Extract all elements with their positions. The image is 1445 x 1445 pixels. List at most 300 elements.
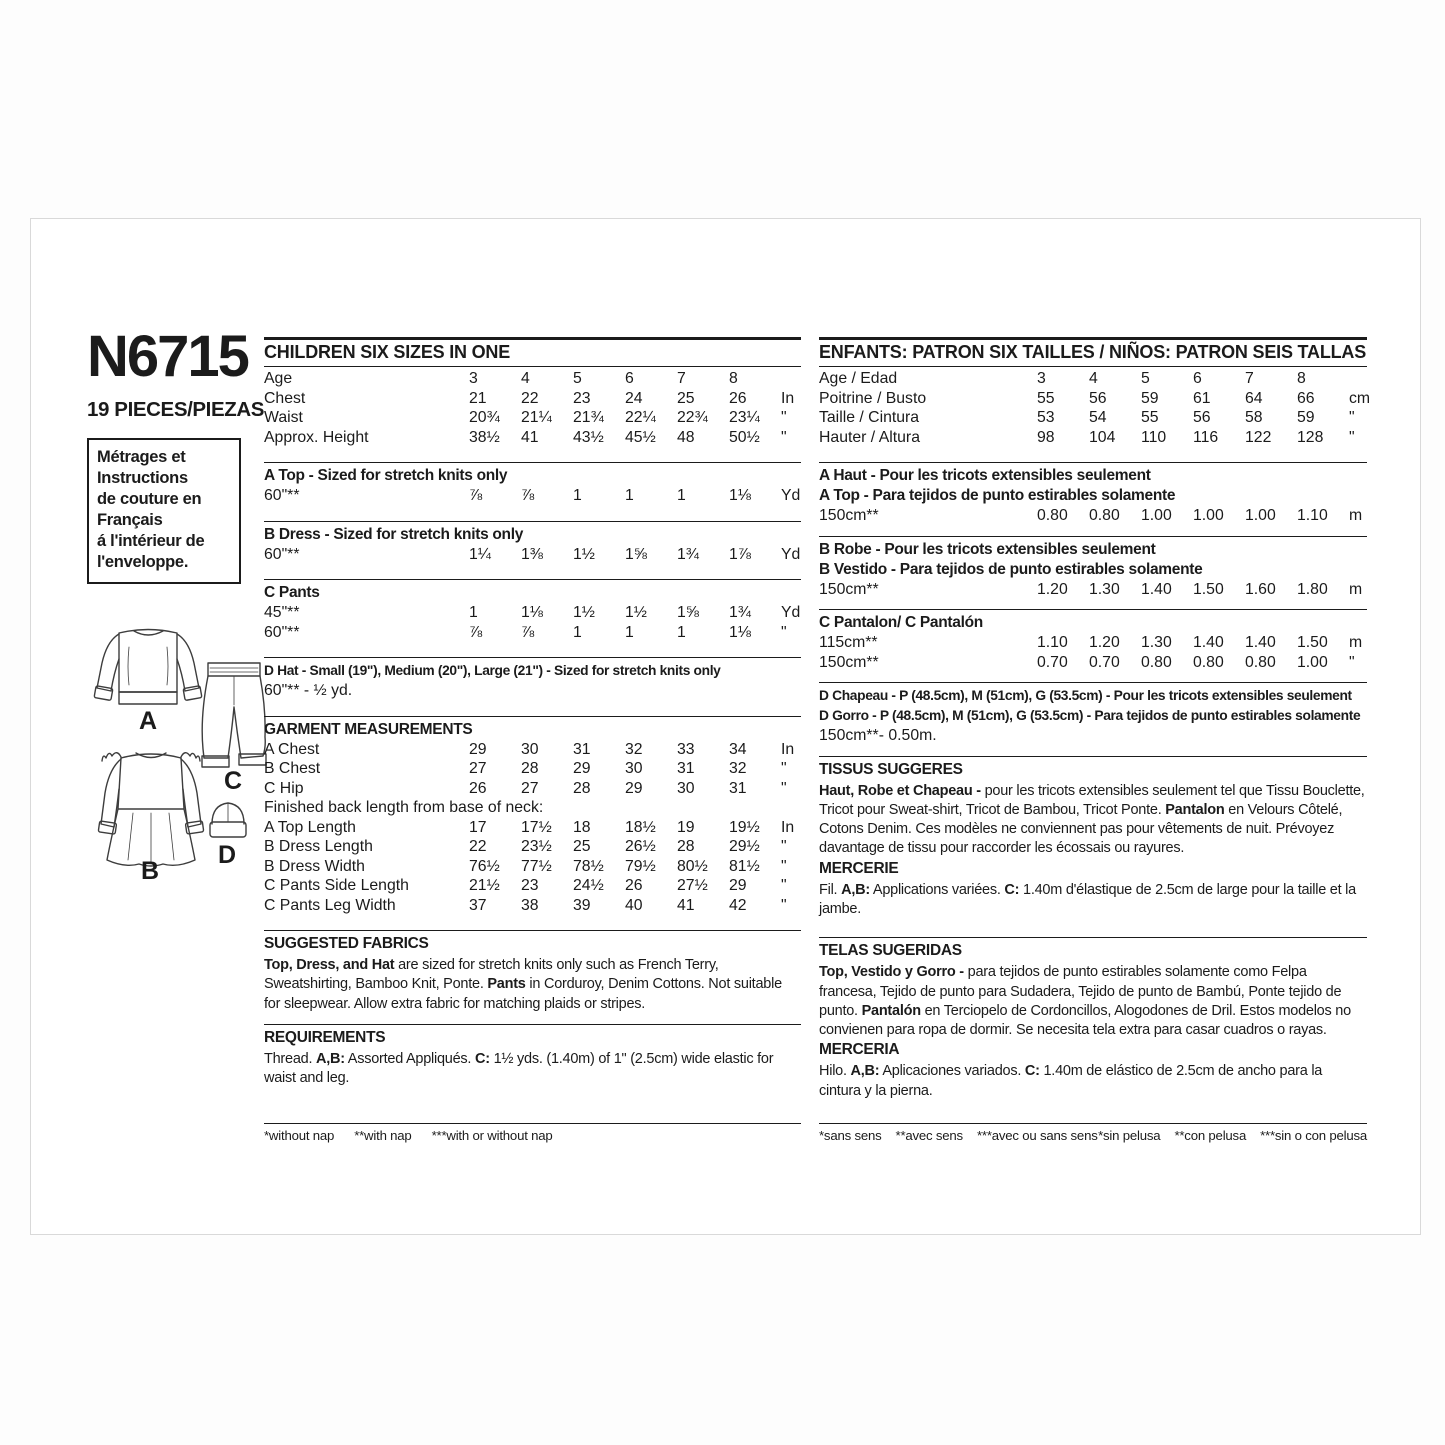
row-label: C Pants Leg Width <box>264 896 396 914</box>
body-measurements-en <box>264 367 801 462</box>
footnote: *sans sens <box>819 1128 882 1143</box>
size-cell: 50½ <box>729 428 760 446</box>
merceria-text: Hilo. <box>819 1063 851 1080</box>
suggested-fabrics-en <box>264 930 801 1024</box>
footnote: ***sin o con pelusa <box>1260 1128 1367 1143</box>
tissus-text: pour les tricots extensibles seulement tel que Tissu Bouclette, Tricot pour Sweat-shirt, Tricot de Bambou, Tricot Ponte. <box>819 782 1365 818</box>
french-spanish-column <box>819 337 1371 1169</box>
size-cell: 27 <box>521 779 539 797</box>
garment-b-illustration <box>98 753 204 885</box>
size-cell: 1¼ <box>469 545 491 563</box>
section-title: MERCERIA <box>819 1041 900 1059</box>
section-title: MERCERIE <box>819 859 899 877</box>
mercerie-bold: C: <box>1004 881 1020 898</box>
size-cell: 29 <box>729 877 747 894</box>
size-cell: 1 <box>625 487 634 504</box>
tissus-mercerie <box>819 756 1367 930</box>
row-label: C Hip <box>264 779 304 797</box>
size-cell: 29½ <box>729 838 760 855</box>
size-cell: 1.00 <box>1141 507 1172 524</box>
size-cell: 3 <box>469 370 478 387</box>
size-cell: 1.10 <box>1297 507 1328 524</box>
table-row <box>264 818 801 838</box>
size-cell: 78½ <box>573 857 604 875</box>
table-row <box>264 876 801 896</box>
pants-yardage-fr-es <box>819 609 1367 682</box>
size-cell: 25 <box>677 389 695 407</box>
garment-b-label: B <box>141 857 160 885</box>
section-title-fr: B Robe - Pour les tricots extensibles seulement <box>819 540 1156 558</box>
row-label: 60"** <box>264 623 300 641</box>
size-cell: 1⅝ <box>677 604 699 621</box>
size-cell: 0.80 <box>1245 653 1276 671</box>
size-cell: 1⅛ <box>729 623 751 641</box>
pattern-number: N6715 <box>87 324 248 389</box>
row-label: 150cm** <box>819 653 879 671</box>
brand-block <box>87 324 272 584</box>
row-label: 60"** <box>264 545 300 563</box>
size-cell: 30 <box>521 740 539 758</box>
size-cell: 1 <box>573 623 582 641</box>
size-cell: 23 <box>521 877 539 894</box>
size-cell: 110 <box>1141 428 1167 446</box>
dress-yardage-en <box>264 521 801 580</box>
unit-cell: " <box>1349 428 1355 446</box>
section-title: GARMENT MEASUREMENTS <box>264 720 473 738</box>
row-label: 115cm** <box>819 634 878 651</box>
size-cell: 26½ <box>625 838 656 855</box>
size-cell: 19½ <box>729 818 760 836</box>
size-cell: 7 <box>677 370 686 387</box>
size-cell: 23½ <box>521 838 552 855</box>
size-cell: 0.80 <box>1037 507 1068 524</box>
telas-bold: Top, Vestido y Gorro - <box>819 964 964 981</box>
unit-cell: Yd <box>781 487 801 504</box>
size-cell: 1½ <box>625 604 647 621</box>
table-row <box>264 369 801 389</box>
body-measurements-fr-es <box>819 367 1371 462</box>
row-label: Waist <box>264 409 303 426</box>
size-cell: 23¼ <box>729 409 760 426</box>
size-cell: 39 <box>573 896 591 914</box>
row-label: B Dress Width <box>264 857 365 875</box>
garment-d-illustration <box>210 803 246 869</box>
section-title: B Dress - Sized for stretch knits only <box>264 525 524 543</box>
unit-cell: " <box>781 779 787 797</box>
size-cell: 1.50 <box>1193 580 1224 598</box>
size-cell: 31 <box>677 760 695 777</box>
size-cell: 28 <box>573 779 591 797</box>
size-cell: 21 <box>469 389 487 407</box>
size-cell: 55 <box>1141 409 1159 426</box>
size-cell: 4 <box>1089 370 1098 387</box>
telas-merceria <box>819 937 1367 1111</box>
tissus-text: en Velours Côtelé, Cotons Denim. Ces modèles ne conviennent pas pour vêtements de nuit. Prévoyez davantage de tissu pour raccorder les écossais ou rayures. <box>819 801 1343 857</box>
table-row <box>819 408 1367 428</box>
size-cell: 0.80 <box>1141 653 1172 671</box>
footnote: ***avec ou sans sens <box>976 1128 1098 1143</box>
french-note-line: l'enveloppe. <box>97 553 189 571</box>
size-cell: 17½ <box>521 818 552 836</box>
size-cell: 0.80 <box>1193 653 1224 671</box>
row-label: Approx. Height <box>264 428 369 446</box>
size-cell: 43½ <box>573 428 604 446</box>
size-cell: 1⅝ <box>625 545 647 563</box>
size-cell: 1.40 <box>1141 580 1172 598</box>
footnote: **with nap <box>354 1128 412 1143</box>
row-label: Chest <box>264 389 306 407</box>
row-label: Age / Edad <box>819 370 898 387</box>
unit-cell <box>1349 369 1367 389</box>
unit-cell: " <box>781 877 787 894</box>
size-cell: 1.10 <box>1037 634 1068 651</box>
size-cell: 41 <box>521 428 539 446</box>
hat-yardage-fr-es <box>819 682 1367 756</box>
yardage-rows <box>819 580 1367 600</box>
size-cell: ⅞ <box>469 623 483 641</box>
garment-a-label: A <box>139 707 158 735</box>
section-title: TISSUS SUGGERES <box>819 760 963 778</box>
size-cell: 31 <box>573 740 591 758</box>
table-row <box>819 389 1371 409</box>
size-cell: 26 <box>469 779 487 797</box>
unit-cell: " <box>781 428 787 446</box>
size-cell: 1⅜ <box>521 545 543 563</box>
dress-yardage-fr-es <box>819 536 1367 610</box>
size-cell: 21¼ <box>521 409 552 426</box>
hat-yardage-value: 150cm**- 0.50m. <box>819 727 937 744</box>
size-cell: 1.30 <box>1089 580 1120 598</box>
row-label: 150cm** <box>819 580 879 598</box>
size-cell: 77½ <box>521 857 552 875</box>
table-row <box>264 389 801 409</box>
mercerie-text: Fil. <box>819 881 842 898</box>
size-cell: 1.20 <box>1089 634 1120 651</box>
size-cell: 61 <box>1193 389 1211 407</box>
table-row <box>264 837 801 857</box>
mercerie-bold: A,B: <box>841 881 870 898</box>
size-cell: 32 <box>729 760 747 777</box>
footnote: **con pelusa <box>1174 1128 1247 1143</box>
pants-yardage-en <box>264 579 801 657</box>
size-cell: 18 <box>573 818 591 836</box>
footnote: *sin pelusa <box>1098 1128 1161 1143</box>
hat-yardage-value: 60"** - ½ yd. <box>264 682 353 699</box>
unit-cell: In <box>781 818 795 836</box>
size-cell: 30 <box>625 760 643 777</box>
size-cell: 45½ <box>625 428 656 446</box>
size-cell: 21½ <box>469 877 500 894</box>
section-title: A Top - Sized for stretch knits only <box>264 467 508 484</box>
table-row <box>819 506 1367 526</box>
size-cell: 76½ <box>469 857 500 875</box>
english-column <box>264 337 801 1169</box>
french-note-line: Instructions <box>97 469 188 487</box>
size-cell: 6 <box>1193 370 1202 387</box>
size-cell: 3 <box>1037 370 1046 387</box>
size-cell: 5 <box>573 370 582 387</box>
section-title: C Pants <box>264 584 320 601</box>
unit-cell <box>781 369 801 389</box>
size-cell: 8 <box>1297 370 1306 387</box>
tissus-bold: Haut, Robe et Chapeau - <box>819 782 981 799</box>
unit-cell: " <box>781 760 787 777</box>
size-cell: 5 <box>1141 370 1150 387</box>
row-label: 45"** <box>264 604 300 621</box>
section-title-es: A Top - Para tejidos de punto estirables solamente <box>819 487 1176 504</box>
size-cell: 79½ <box>625 857 656 875</box>
footnote: *without nap <box>264 1128 335 1143</box>
size-cell: ⅞ <box>521 487 535 504</box>
size-cell: 53 <box>1037 409 1055 426</box>
garment-measurements-en <box>264 716 801 931</box>
size-cell: 33 <box>677 740 695 758</box>
size-cell: 29 <box>469 740 487 758</box>
size-cell: 0.80 <box>1089 507 1120 524</box>
requirements-en <box>264 1024 801 1099</box>
unit-cell: " <box>781 896 787 914</box>
size-cell: 1.40 <box>1245 634 1276 651</box>
garment-c-illustration <box>202 663 266 795</box>
table-row <box>819 633 1367 653</box>
size-cell: 1¾ <box>677 545 699 563</box>
table-row <box>264 779 801 799</box>
row-label: Taille / Cintura <box>819 409 920 426</box>
back-length-note: Finished back length from base of neck: <box>264 799 544 816</box>
size-cell: 18½ <box>625 818 656 836</box>
size-cell: 37 <box>469 896 487 914</box>
requirements-text: 1½ yds. (1.40m) of 1" (2.5cm) wide elastic for waist and leg. <box>264 1050 774 1087</box>
size-cell: 1 <box>677 623 686 641</box>
size-cell: 64 <box>1245 389 1263 407</box>
size-cell: 55 <box>1037 389 1055 407</box>
unit-cell: " <box>1349 653 1355 671</box>
size-cell: 122 <box>1245 428 1272 446</box>
size-cell: 22¼ <box>625 409 656 426</box>
size-cell: 81½ <box>729 857 760 875</box>
size-cell: 29 <box>625 779 643 797</box>
table-row <box>264 428 801 448</box>
footnote: **avec sens <box>895 1128 963 1143</box>
merceria-paragraph <box>819 1062 1367 1101</box>
unit-cell: cm <box>1349 389 1371 407</box>
size-cell: 1⅛ <box>521 604 543 621</box>
size-cell: 0.70 <box>1089 653 1120 671</box>
section-title: D Hat - Small (19"), Medium (20"), Large (21") - Sized for stretch knits only <box>264 663 721 678</box>
yardage-rows <box>819 633 1367 672</box>
size-cell: 1.00 <box>1245 507 1276 524</box>
top-yardage-fr-es <box>819 462 1367 536</box>
row-label: C Pants Side Length <box>264 877 409 894</box>
table-row <box>264 740 801 760</box>
size-cell: 20¾ <box>469 409 500 426</box>
size-cell: 23 <box>573 389 591 407</box>
size-cell: 22 <box>469 838 487 855</box>
mercerie-text: Applications variées. <box>869 881 1005 898</box>
size-cell: 1 <box>573 487 582 504</box>
size-cell: 19 <box>677 818 695 836</box>
size-cell: 116 <box>1193 428 1219 446</box>
unit-cell: Yd <box>781 545 801 563</box>
size-cell: 1⅛ <box>729 487 751 504</box>
unit-cell: In <box>781 740 795 758</box>
row-label: B Dress Length <box>264 838 373 855</box>
fabrics-text: are sized for stretch knits only such as French Terry, Sweatshirting, Bamboo Knit, Ponte. <box>264 957 719 993</box>
size-cell: 41 <box>677 896 695 914</box>
unit-cell: " <box>1349 409 1355 426</box>
size-cell: 56 <box>1193 409 1211 426</box>
size-cell: 48 <box>677 428 695 446</box>
table-row <box>264 486 801 506</box>
footnotes-french <box>819 1128 1098 1143</box>
table-row <box>819 428 1367 448</box>
garment-rows <box>264 740 801 799</box>
size-cell: 4 <box>521 370 530 387</box>
top-yardage-en <box>264 462 801 521</box>
size-cell: 98 <box>1037 428 1055 446</box>
size-cell: 22 <box>521 389 539 407</box>
size-cell: 1⅞ <box>729 545 751 563</box>
section-title-fr: D Chapeau - P (48.5cm), M (51cm), G (53.5cm) - Pour les tricots extensibles seulement <box>819 688 1352 703</box>
french-note-line: Métrages et <box>97 448 186 466</box>
requirements-text: Assorted Appliqués. <box>344 1050 475 1067</box>
size-cell: 0.70 <box>1037 653 1068 671</box>
table-row <box>819 369 1367 389</box>
yardage-rows <box>264 603 801 642</box>
unit-cell: " <box>781 838 787 855</box>
size-cell: 1.60 <box>1245 580 1276 598</box>
table-row <box>819 580 1367 600</box>
garment-a-illustration <box>94 630 202 736</box>
size-cell: 17 <box>469 818 487 836</box>
size-cell: 7 <box>1245 370 1254 387</box>
unit-cell: m <box>1349 634 1363 651</box>
tissus-paragraph <box>819 782 1367 859</box>
size-cell: 1.40 <box>1193 634 1224 651</box>
size-cell: 30 <box>677 779 695 797</box>
size-cell: 40 <box>625 896 643 914</box>
size-cell: 28 <box>521 760 539 777</box>
garment-d-label: D <box>218 841 237 869</box>
size-cell: 27½ <box>677 877 708 894</box>
section-title-fr: A Haut - Pour les tricots extensibles seulement <box>819 467 1151 484</box>
yardage-rows <box>819 506 1367 526</box>
tissus-bold: Pantalon <box>1165 801 1225 818</box>
merceria-text: Aplicaciones variados. <box>879 1063 1025 1080</box>
hat-yardage-en <box>264 657 801 716</box>
fabrics-bold: Pants <box>487 976 526 993</box>
size-cell: 22¾ <box>677 409 708 426</box>
size-cell: 1 <box>469 604 478 621</box>
size-cell: 1½ <box>573 545 595 563</box>
unit-cell: Yd <box>781 604 801 621</box>
size-cell: ⅞ <box>469 487 483 504</box>
size-cell: 1.80 <box>1297 580 1328 598</box>
section-title-es: B Vestido - Para tejidos de punto estirables solamente <box>819 560 1203 578</box>
unit-cell: m <box>1349 580 1363 598</box>
fabrics-bold: Top, Dress, and Hat <box>264 957 395 973</box>
merceria-bold: C: <box>1024 1063 1040 1080</box>
row-label: Hauter / Altura <box>819 428 920 446</box>
size-cell: 1.00 <box>1297 653 1328 671</box>
size-cell: 29 <box>573 760 591 777</box>
section-title: TELAS SUGERIDAS <box>819 942 962 960</box>
unit-cell: " <box>781 623 787 641</box>
size-cell: ⅞ <box>521 623 535 641</box>
row-label: A Chest <box>264 740 320 758</box>
size-cell: 1¾ <box>729 604 751 621</box>
table-row <box>819 653 1367 673</box>
size-cell: 27 <box>469 760 487 777</box>
section-title-es: D Gorro - P (48.5cm), M (51cm), G (53.5cm) - Para tejidos de punto estirables solamente <box>819 708 1361 723</box>
size-cell: 56 <box>1089 389 1107 407</box>
telas-paragraph <box>819 963 1367 1040</box>
size-cell: 38 <box>521 896 539 914</box>
merceria-bold: A,B: <box>850 1063 880 1080</box>
size-cell: 42 <box>729 896 747 914</box>
unit-cell: In <box>781 389 795 407</box>
yardage-rows <box>264 545 801 565</box>
size-cell: 26 <box>625 877 643 894</box>
size-cell: 28 <box>677 838 695 855</box>
size-cell: 34 <box>729 740 747 758</box>
size-cell: 24 <box>625 389 643 407</box>
fabrics-text: in Corduroy, Denim Cottons. Not suitable for sleepwear. Allow extra fabric for matching plaids or stripes. <box>264 976 782 1012</box>
size-cell: 128 <box>1297 428 1324 446</box>
requirements-bold: A,B: <box>316 1050 345 1067</box>
size-cell: 1 <box>625 623 634 641</box>
size-cell: 8 <box>729 370 738 387</box>
size-cell: 66 <box>1297 389 1315 407</box>
row-label: Age <box>264 370 293 387</box>
french-note-line: de couture en <box>97 490 202 508</box>
table-row <box>264 623 801 643</box>
row-label: A Top Length <box>264 818 356 836</box>
table-row <box>264 857 801 877</box>
mercerie-text: 1.40m d'élastique de 2.5cm de large pour la taille et la jambe. <box>819 881 1356 917</box>
row-label: Poitrine / Busto <box>819 389 927 407</box>
pieces-count: 19 PIECES/PIEZAS <box>87 398 265 421</box>
size-cell: 1.50 <box>1297 634 1328 651</box>
row-label: 150cm** <box>819 507 879 524</box>
row-label: B Chest <box>264 760 321 777</box>
size-cell: 1 <box>677 487 686 504</box>
garment-rows <box>264 818 801 916</box>
requirements-text: Thread. <box>264 1050 316 1067</box>
telas-text: en Terciopelo de Cordoncillos, Alogodones de Dril. Estos modelos no convienen para ropa de dormir. Se necesita tela extra para casar cuadros o rayas. <box>819 1002 1351 1039</box>
size-table-title-fr-es: ENFANTS: PATRON SIX TAILLES / NIÑOS: PATRON SEIS TALLAS <box>819 337 1367 367</box>
table-row <box>264 759 801 779</box>
requirements-paragraph <box>264 1050 801 1089</box>
section-title: C Pantalon/ C Pantalón <box>819 614 983 631</box>
unit-cell: " <box>781 409 787 426</box>
telas-text: para tejidos de punto estirables solamente como Felpa francesa, Tejido de punto para Sudadera, Tejido de punto de Bambú, Ponte tejido de punto. <box>819 964 1342 1019</box>
footnotes-spanish <box>1098 1128 1367 1143</box>
french-note-line: Français <box>97 511 163 529</box>
yardage-rows <box>264 486 801 506</box>
size-cell: 38½ <box>469 428 500 446</box>
telas-bold: Pantalón <box>861 1002 921 1019</box>
table-row <box>264 896 801 916</box>
garment-line-art <box>81 617 291 885</box>
size-cell: 1½ <box>573 604 595 621</box>
merceria-text: 1.40m de elástico de 2.5cm de ancho para la cintura y la pierna. <box>819 1063 1323 1099</box>
size-cell: 58 <box>1245 409 1263 426</box>
size-cell: 21¾ <box>573 409 604 426</box>
size-cell: 1.00 <box>1193 507 1224 524</box>
mercerie-paragraph <box>819 881 1367 920</box>
unit-cell: m <box>1349 507 1363 524</box>
